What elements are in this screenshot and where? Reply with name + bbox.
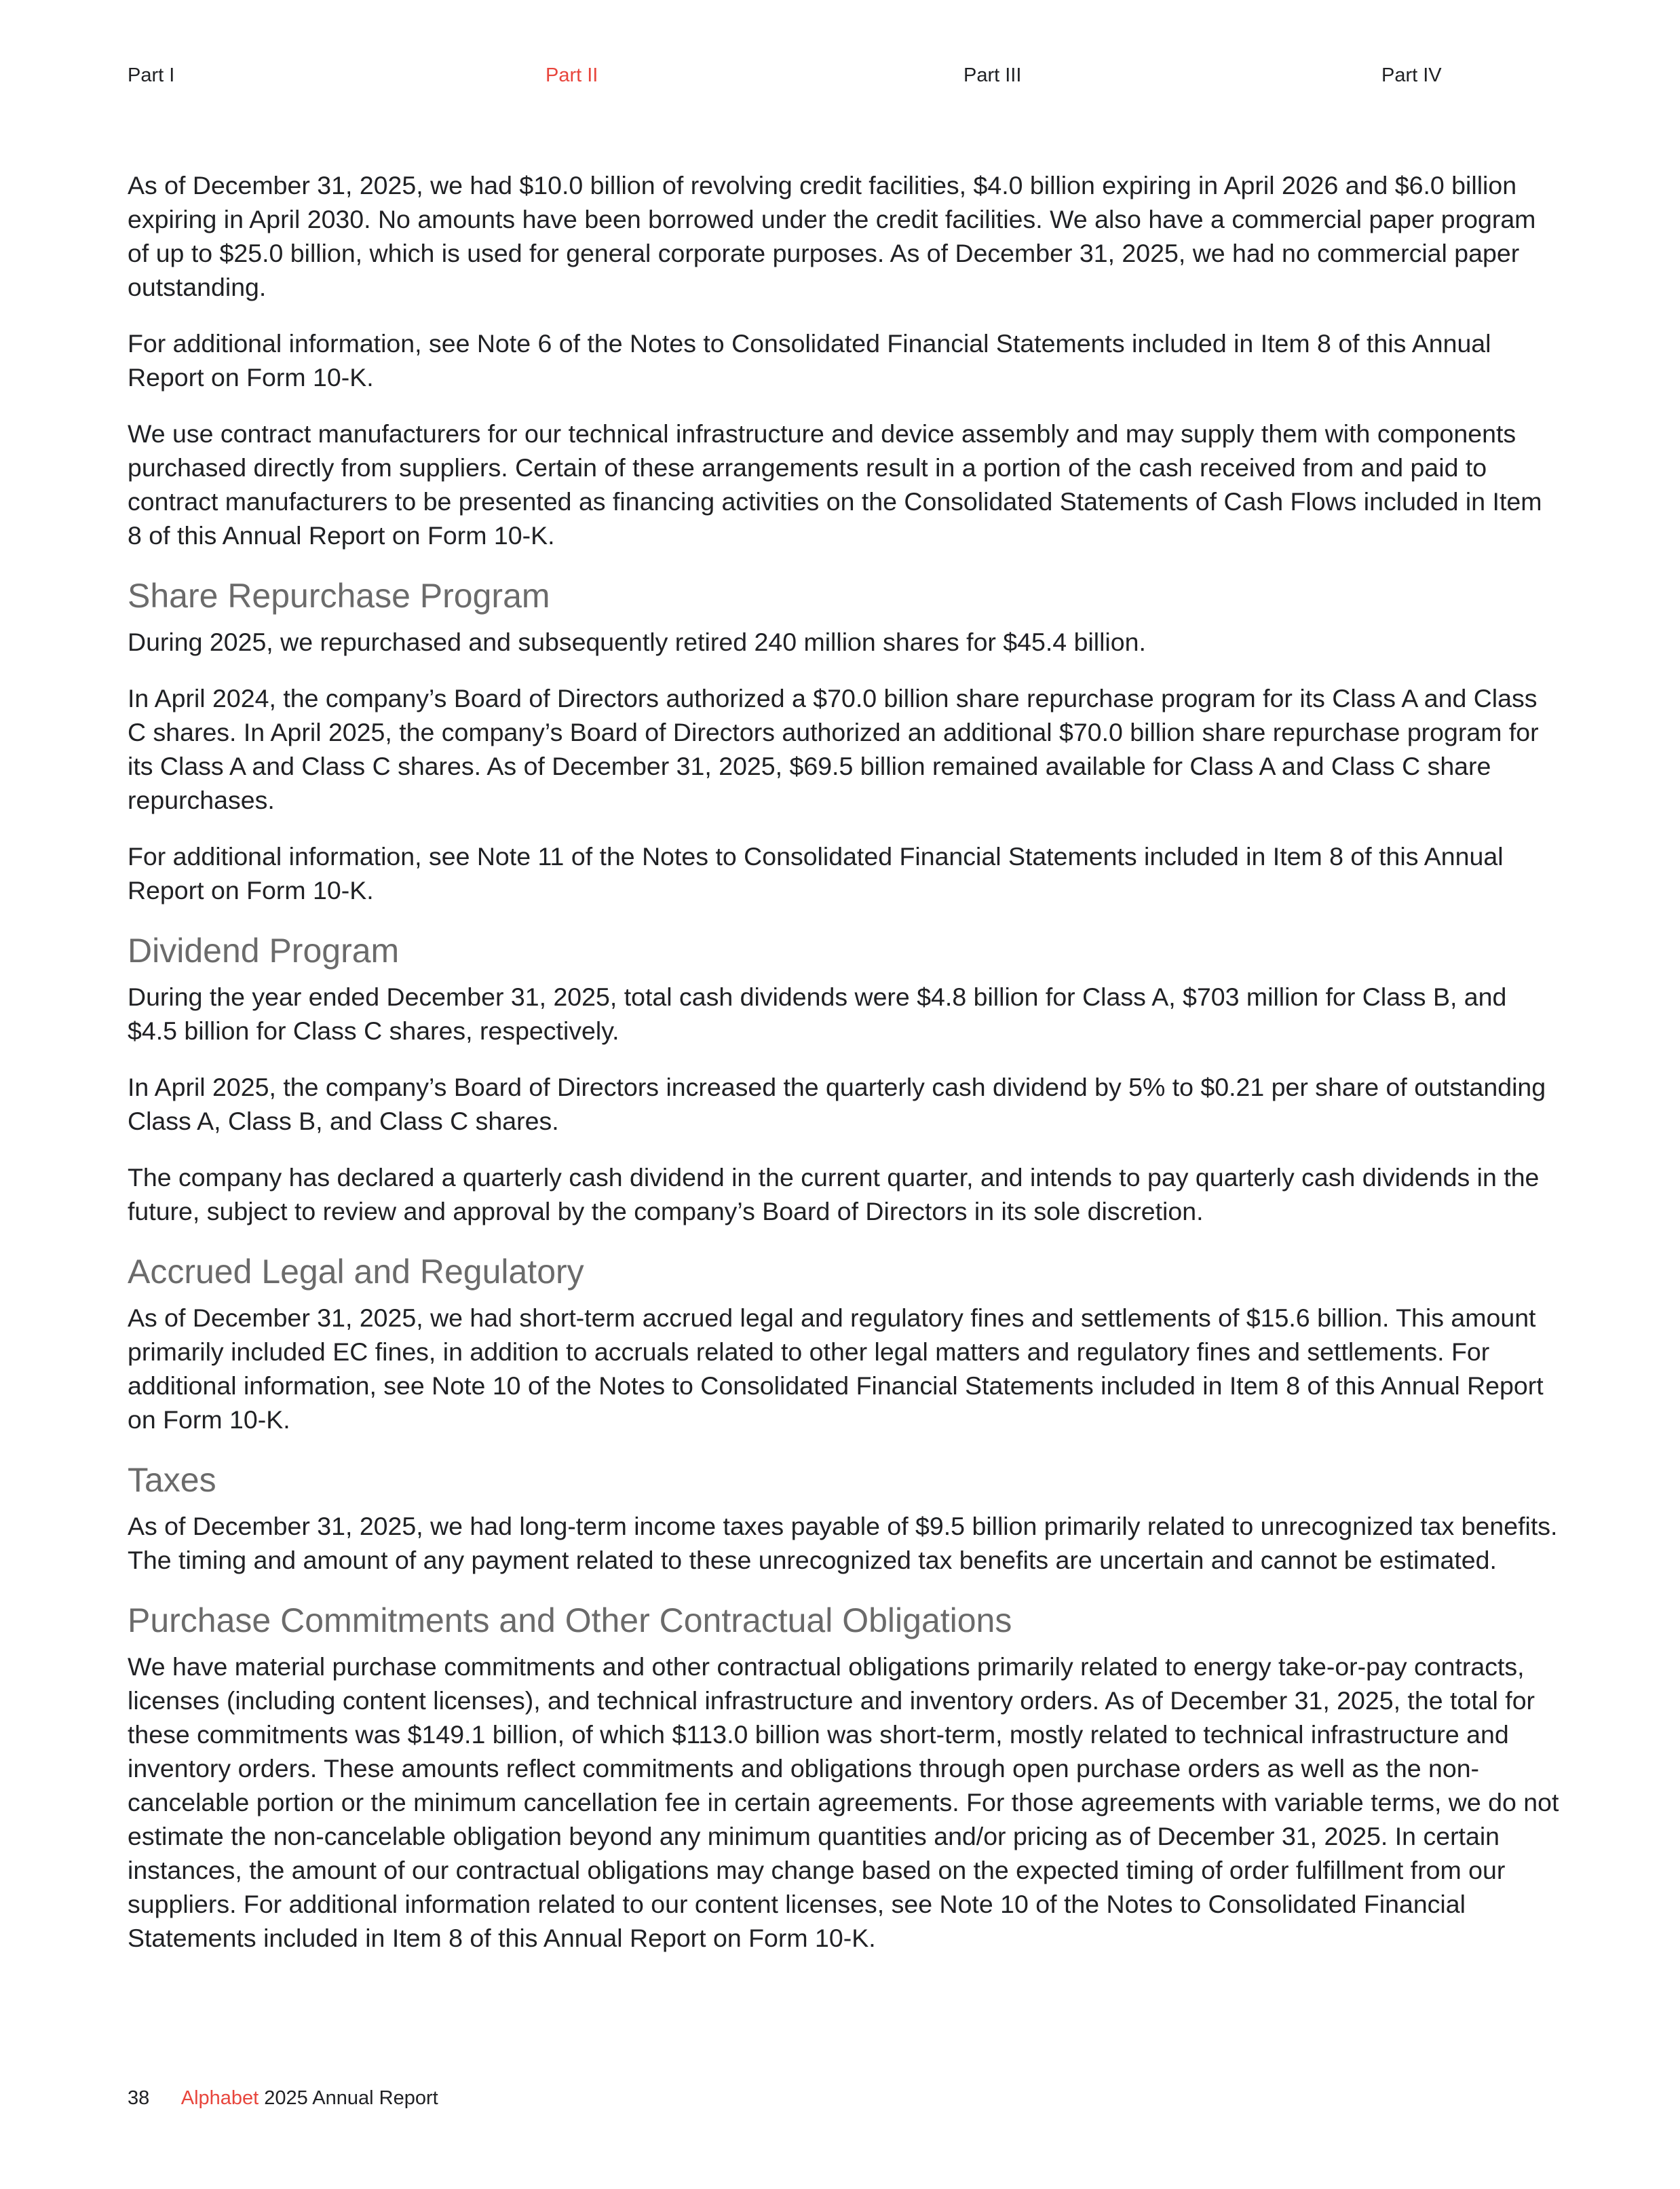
purchase-commitments-paragraph: We have material purchase commitments and other contractual obligations primarily related to energy take-or-pay contracts, licenses (including content licenses), and technical infrastructure and inventory orders. As of December 31, 2025, the total for these commitments was $149.1 billion, of which $113.0 billion was short-term, mostly related to technical infrastructure and inventory orders. These amounts reflect commitments and obligations through open purchase orders as well as the non-cancelable portion or the minimum cancellation fee in certain agreements. For those agreements with variable terms, we do not estimate the non-cancelable obligation beyond any minimum quantities and/or pricing as of December 31, 2025. In certain instances, the amount of our contractual obligations may change based on the expected timing of order fulfillment from our suppliers. For additional information related to our content licenses, see Note 10 of the Notes to Consolidated Financial Statements included in Item 8 of this Annual Report on Form 10-K. [128,1652,1559,1952]
purchase-commitments-heading: Purchase Commitments and Other Contractual Obligations [128,1601,1012,1639]
part-navigation [0,64,1680,92]
nav-part-iv[interactable]: Part IV [1381,64,1442,86]
brand-name: Alphabet [180,2087,259,2109]
share-repurchase-heading: Share Repurchase Program [128,577,550,615]
share-repurchase-paragraph-3: For additional information, see Note 11 of the Notes to Consolidated Financial Statements included in Item 8 of this Annual Report on Form 10-K. [128,842,1504,905]
share-repurchase-paragraph-1: During 2025, we repurchased and subsequently retired 240 million shares for $45.4 billion. [128,628,1146,656]
note-6-reference-paragraph: For additional information, see Note 6 of the Notes to Consolidated Financial Statements included in Item 8 of this Annual Report on Form 10-K. [128,329,1491,392]
page-number: 38 [128,2087,150,2109]
taxes-paragraph: As of December 31, 2025, we had long-term income taxes payable of $9.5 billion primarily related to unrecognized tax benefits. The timing and amount of any payment related to these unrecognized tax benefits are uncertain and cannot be estimated. [128,1512,1558,1574]
page-content [128,168,1559,1977]
accrued-legal-heading: Accrued Legal and Regulatory [128,1253,584,1291]
contract-manufacturers-paragraph: We use contract manufacturers for our technical infrastructure and device assembly and may supply them with components purchased directly from suppliers. Certain of these arrangements result in a portion of the cash received from and paid to contract manufacturers to be presented as financing activities on the Consolidated Statements of Cash Flows included in Item 8 of this Annual Report on Form 10-K. [128,419,1542,550]
dividend-paragraph-2: In April 2025, the company’s Board of Directors increased the quarterly cash dividend by 5% to $0.21 per share of outstanding Class A, Class B, and Class C shares. [128,1073,1546,1135]
nav-part-ii[interactable]: Part II [546,64,598,86]
dividend-paragraph-1: During the year ended December 31, 2025, total cash dividends were $4.8 billion for Class A, $703 million for Class B, and $4.5 billion for Class C shares, respectively. [128,983,1507,1045]
accrued-legal-paragraph: As of December 31, 2025, we had short-term accrued legal and regulatory fines and settlements of $15.6 billion. This amount primarily included EC fines, in addition to accruals related to other legal matters and regulatory fines and settlements. For additional information, see Note 10 of the Notes to Consolidated Financial Statements included in Item 8 of this Annual Report on Form 10-K. [128,1303,1544,1434]
share-repurchase-paragraph-2: In April 2024, the company’s Board of Directors authorized a $70.0 billion share repurchase program for its Class A and Class C shares. In April 2025, the company’s Board of Directors authorized an additional $70.0 billion share repurchase program for its Class A and Class C shares. As of December 31, 2025, $69.5 billion remained available for Class A and Class C share repurchases. [128,684,1539,814]
page-footer [128,2087,438,2110]
nav-part-iii[interactable]: Part III [963,64,1022,86]
dividend-program-heading: Dividend Program [128,932,400,970]
report-title: 2025 Annual Report [264,2087,438,2109]
nav-part-i[interactable]: Part I [128,64,175,86]
credit-facilities-paragraph: As of December 31, 2025, we had $10.0 billion of revolving credit facilities, $4.0 billion expiring in April 2026 and $6.0 billion expiring in April 2030. No amounts have been borrowed under the credit facilities. We also have a commercial paper program of up to $25.0 billion, which is used for general corporate purposes. As of December 31, 2025, we had no commercial paper outstanding. [128,171,1536,301]
dividend-paragraph-3: The company has declared a quarterly cash dividend in the current quarter, and intends to pay quarterly cash dividends in the future, subject to review and approval by the company’s Board of Directors in its sole discretion. [128,1163,1540,1225]
taxes-heading: Taxes [128,1461,216,1499]
